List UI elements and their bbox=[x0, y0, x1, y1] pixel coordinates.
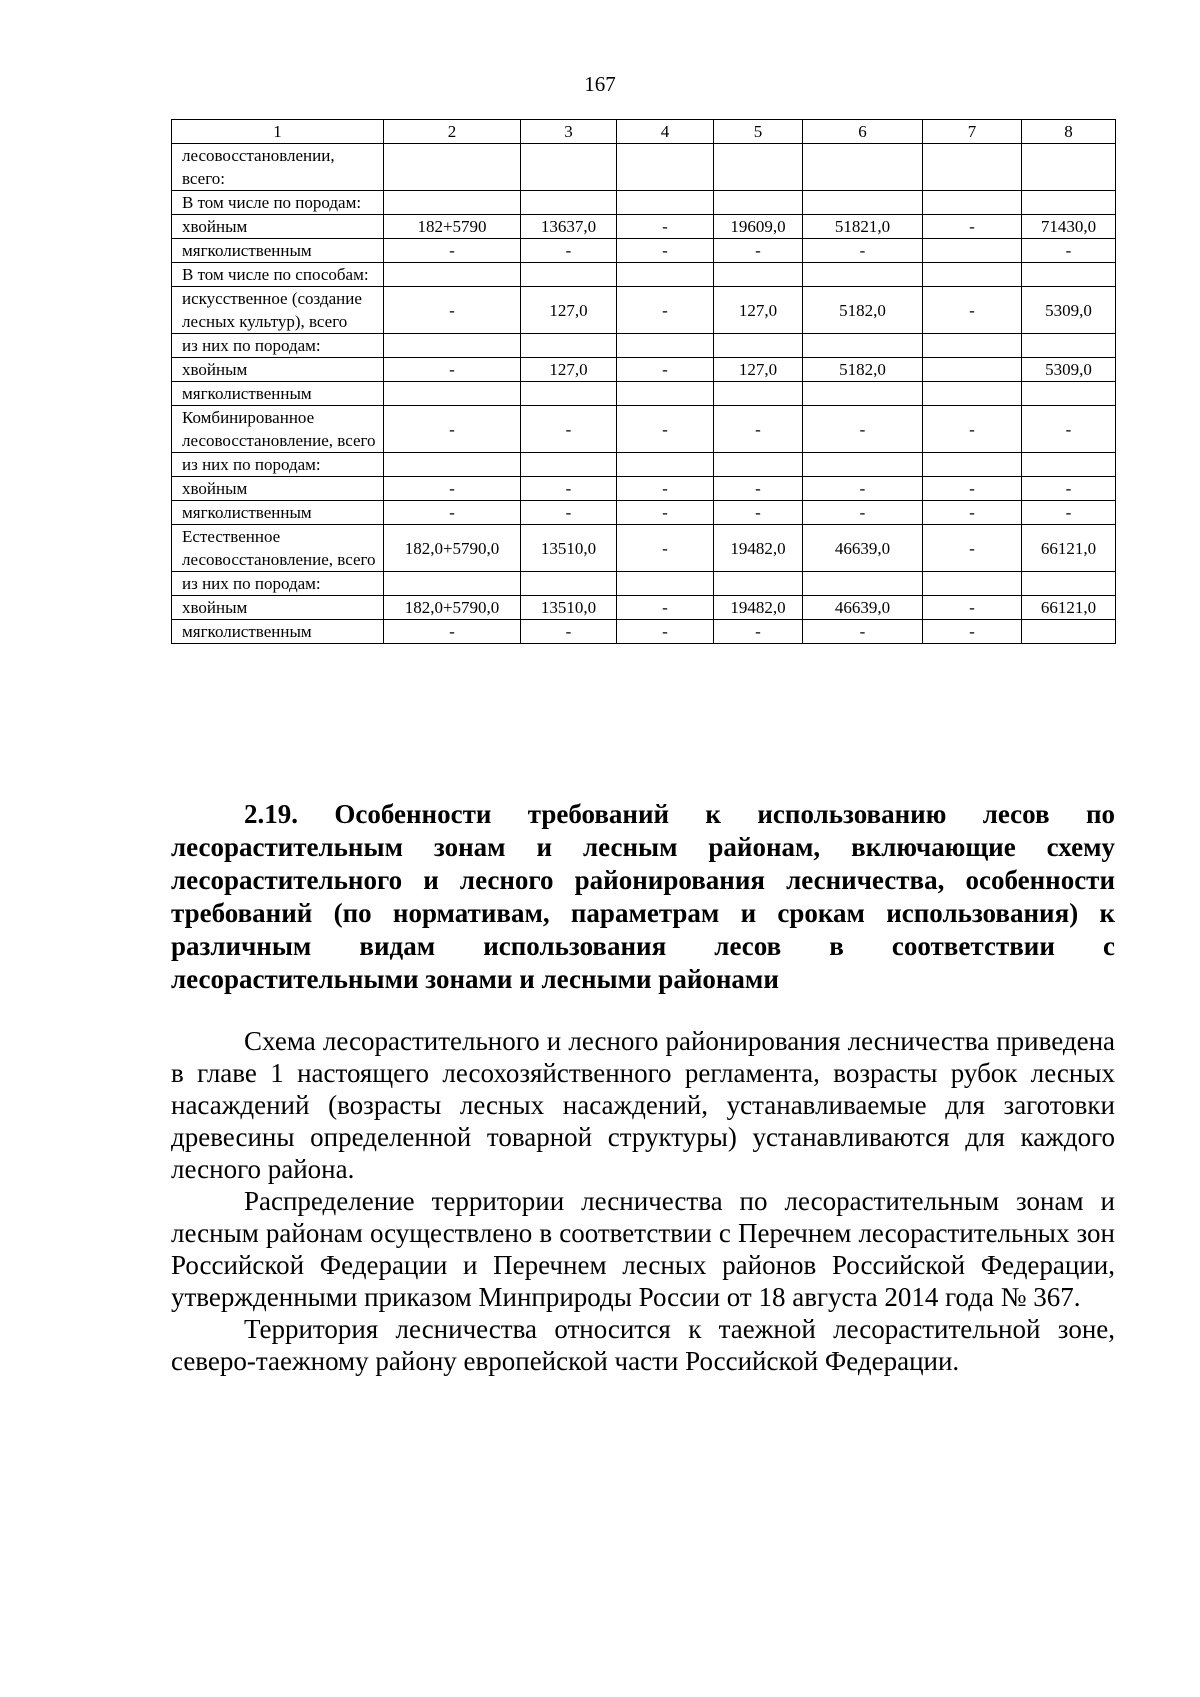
table-cell: - bbox=[923, 215, 1022, 239]
table-cell bbox=[521, 191, 617, 215]
table-cell: - bbox=[617, 620, 714, 644]
table-cell bbox=[923, 382, 1022, 406]
table-cell bbox=[521, 382, 617, 406]
table-cell: - bbox=[617, 406, 714, 453]
table-cell: 5309,0 bbox=[1022, 358, 1116, 382]
table-cell: 182,0+5790,0 bbox=[384, 596, 521, 620]
reforestation-table bbox=[171, 119, 1116, 644]
table-row bbox=[172, 239, 1116, 263]
table-cell bbox=[714, 144, 803, 191]
table-row bbox=[172, 453, 1116, 477]
table-cell: - bbox=[923, 525, 1022, 572]
table-row bbox=[172, 144, 1116, 191]
table-cell: - bbox=[803, 477, 923, 501]
row-label: из них по породам: bbox=[172, 453, 384, 477]
table-cell: - bbox=[714, 477, 803, 501]
table-cell: - bbox=[1022, 239, 1116, 263]
table-cell bbox=[617, 334, 714, 358]
table-cell: - bbox=[384, 477, 521, 501]
table-cell: - bbox=[1022, 477, 1116, 501]
table-cell: - bbox=[617, 358, 714, 382]
table-cell: 13510,0 bbox=[521, 596, 617, 620]
row-label: В том числе по способам: bbox=[172, 263, 384, 287]
table-cell bbox=[384, 572, 521, 596]
table-row bbox=[172, 215, 1116, 239]
table-cell: - bbox=[384, 406, 521, 453]
row-label: Естественное лесовосстановление, всего bbox=[172, 525, 384, 572]
table-cell bbox=[803, 144, 923, 191]
table-cell: 127,0 bbox=[521, 287, 617, 334]
table-cell: - bbox=[803, 239, 923, 263]
column-number: 8 bbox=[1022, 120, 1116, 144]
paragraph: Распределение территории лесничества по лесорастительным зонам и лесным районам осуществлено в соответствии с Перечнем лесорастительных зон Российской Федерации и Перечнем лесных районов Российской Федерации, утвержденными приказом Минприроды России от 18 августа 2014 года № 367. bbox=[171, 1186, 1115, 1312]
table-row bbox=[172, 572, 1116, 596]
table-cell: 127,0 bbox=[714, 287, 803, 334]
table-cell: - bbox=[714, 501, 803, 525]
table-cell: 13510,0 bbox=[521, 525, 617, 572]
table-cell bbox=[923, 144, 1022, 191]
table-row bbox=[172, 477, 1116, 501]
table-cell: - bbox=[803, 620, 923, 644]
table-cell bbox=[714, 191, 803, 215]
table-cell: - bbox=[923, 620, 1022, 644]
table-cell bbox=[714, 334, 803, 358]
table-cell: - bbox=[1022, 406, 1116, 453]
row-label: хвойным bbox=[172, 358, 384, 382]
row-label: мягколиственным bbox=[172, 620, 384, 644]
row-label: хвойным bbox=[172, 596, 384, 620]
table-cell: 66121,0 bbox=[1022, 596, 1116, 620]
table-cell: 19482,0 bbox=[714, 596, 803, 620]
table-cell: - bbox=[521, 406, 617, 453]
table-cell bbox=[803, 334, 923, 358]
table-cell bbox=[714, 382, 803, 406]
table-cell bbox=[923, 191, 1022, 215]
table-cell: 71430,0 bbox=[1022, 215, 1116, 239]
row-label: лесовосстановлении, всего: bbox=[172, 144, 384, 191]
row-label: из них по породам: bbox=[172, 572, 384, 596]
table-cell: - bbox=[617, 287, 714, 334]
table-cell bbox=[521, 144, 617, 191]
table-cell: 19482,0 bbox=[714, 525, 803, 572]
table-row bbox=[172, 596, 1116, 620]
table-cell bbox=[1022, 620, 1116, 644]
table-cell: 13637,0 bbox=[521, 215, 617, 239]
row-label: В том числе по породам: bbox=[172, 191, 384, 215]
table-cell bbox=[617, 382, 714, 406]
table-cell bbox=[923, 453, 1022, 477]
table-cell bbox=[384, 191, 521, 215]
column-number: 6 bbox=[803, 120, 923, 144]
table-cell: - bbox=[923, 406, 1022, 453]
table-cell bbox=[923, 572, 1022, 596]
table-cell: - bbox=[521, 239, 617, 263]
table-cell bbox=[714, 263, 803, 287]
table-cell: - bbox=[923, 287, 1022, 334]
table-cell bbox=[521, 453, 617, 477]
table-cell bbox=[617, 453, 714, 477]
table-cell bbox=[617, 144, 714, 191]
row-label: мягколиственным bbox=[172, 501, 384, 525]
table-cell bbox=[803, 453, 923, 477]
table-cell: 182,0+5790,0 bbox=[384, 525, 521, 572]
table-cell: - bbox=[384, 239, 521, 263]
table-cell: - bbox=[617, 596, 714, 620]
table-cell bbox=[521, 334, 617, 358]
row-label: Комбинированное лесовосстановление, всего bbox=[172, 406, 384, 453]
table-cell bbox=[1022, 334, 1116, 358]
table-cell: - bbox=[1022, 501, 1116, 525]
table-cell bbox=[803, 382, 923, 406]
row-label: из них по породам: bbox=[172, 334, 384, 358]
table-cell: 51821,0 bbox=[803, 215, 923, 239]
table-cell bbox=[714, 453, 803, 477]
table-cell bbox=[617, 191, 714, 215]
table-cell: 5182,0 bbox=[803, 358, 923, 382]
row-label: мягколиственным bbox=[172, 382, 384, 406]
column-number: 1 bbox=[172, 120, 384, 144]
table-row bbox=[172, 191, 1116, 215]
row-label: мягколиственным bbox=[172, 239, 384, 263]
table-cell: - bbox=[617, 215, 714, 239]
table-cell: 46639,0 bbox=[803, 596, 923, 620]
table-cell: - bbox=[617, 239, 714, 263]
column-number: 3 bbox=[521, 120, 617, 144]
table-row bbox=[172, 334, 1116, 358]
column-number: 4 bbox=[617, 120, 714, 144]
table-cell bbox=[1022, 144, 1116, 191]
table-cell bbox=[1022, 453, 1116, 477]
table-cell: 5182,0 bbox=[803, 287, 923, 334]
row-label: хвойным bbox=[172, 215, 384, 239]
table-cell: - bbox=[803, 406, 923, 453]
table-header-row bbox=[172, 120, 1116, 144]
table-cell: - bbox=[923, 596, 1022, 620]
table-cell bbox=[803, 263, 923, 287]
table-row bbox=[172, 287, 1116, 334]
row-label: хвойным bbox=[172, 477, 384, 501]
table-cell bbox=[1022, 572, 1116, 596]
table-cell: - bbox=[714, 239, 803, 263]
table-cell: - bbox=[617, 501, 714, 525]
table-row bbox=[172, 525, 1116, 572]
table-cell bbox=[521, 572, 617, 596]
table-cell: 127,0 bbox=[521, 358, 617, 382]
table-row bbox=[172, 406, 1116, 453]
table-cell bbox=[1022, 382, 1116, 406]
table-cell bbox=[384, 263, 521, 287]
table-cell bbox=[1022, 191, 1116, 215]
table-row bbox=[172, 358, 1116, 382]
table-cell: - bbox=[714, 620, 803, 644]
table-cell bbox=[923, 239, 1022, 263]
table-cell: 19609,0 bbox=[714, 215, 803, 239]
table-cell: 182+5790 bbox=[384, 215, 521, 239]
table-cell: 127,0 bbox=[714, 358, 803, 382]
table-cell: - bbox=[923, 501, 1022, 525]
table-cell: - bbox=[384, 620, 521, 644]
table-row bbox=[172, 263, 1116, 287]
table-cell: 46639,0 bbox=[803, 525, 923, 572]
table-cell bbox=[923, 334, 1022, 358]
row-label: искусственное (создание лесных культур), всего bbox=[172, 287, 384, 334]
table-cell: - bbox=[714, 406, 803, 453]
table-cell bbox=[384, 453, 521, 477]
table-cell: 5309,0 bbox=[1022, 287, 1116, 334]
table-cell bbox=[803, 572, 923, 596]
table-cell bbox=[521, 263, 617, 287]
section-heading: 2.19. Особенности требований к использованию лесов по лесорастительным зонам и лесным районам, включающие схему лесорастительного и лесного районирования лесничества, особенности требований (по нормативам, параметрам и срокам использования) к различным видам использования лесов в соответствии с лесорастительными зонами и лесными районами bbox=[171, 799, 1115, 994]
table-cell: 66121,0 bbox=[1022, 525, 1116, 572]
column-number: 5 bbox=[714, 120, 803, 144]
body-text bbox=[171, 1025, 1115, 1377]
table-cell bbox=[384, 334, 521, 358]
table-row bbox=[172, 501, 1116, 525]
table-cell: - bbox=[384, 358, 521, 382]
table-cell bbox=[714, 572, 803, 596]
table-row bbox=[172, 382, 1116, 406]
column-number: 7 bbox=[923, 120, 1022, 144]
table-cell bbox=[384, 144, 521, 191]
table-row bbox=[172, 620, 1116, 644]
table-cell bbox=[617, 572, 714, 596]
table-cell: - bbox=[803, 501, 923, 525]
table-cell: - bbox=[521, 477, 617, 501]
table-cell: - bbox=[521, 620, 617, 644]
table-cell bbox=[617, 263, 714, 287]
column-number: 2 bbox=[384, 120, 521, 144]
table-cell bbox=[1022, 263, 1116, 287]
page-number: 167 bbox=[584, 72, 616, 96]
table-cell: - bbox=[617, 477, 714, 501]
table-cell: - bbox=[384, 287, 521, 334]
table-cell: - bbox=[384, 501, 521, 525]
paragraph: Схема лесорастительного и лесного районирования лесничества приведена в главе 1 настоящего лесохозяйственного регламента, возрасты рубок лесных насаждений (возрасты лесных насаждений, устанавливаемые для заготовки древесины определенной товарной структуры) устанавливаются для каждого лесного района. bbox=[171, 1026, 1115, 1184]
table-cell bbox=[384, 382, 521, 406]
table-cell: - bbox=[521, 501, 617, 525]
paragraph: Территория лесничества относится к таежной лесорастительной зоне, северо-таежному району европейской части Российской Федерации. bbox=[171, 1314, 1115, 1376]
table-cell: - bbox=[617, 525, 714, 572]
table-cell: - bbox=[923, 477, 1022, 501]
table-cell bbox=[923, 263, 1022, 287]
table-cell bbox=[923, 358, 1022, 382]
table-cell bbox=[803, 191, 923, 215]
